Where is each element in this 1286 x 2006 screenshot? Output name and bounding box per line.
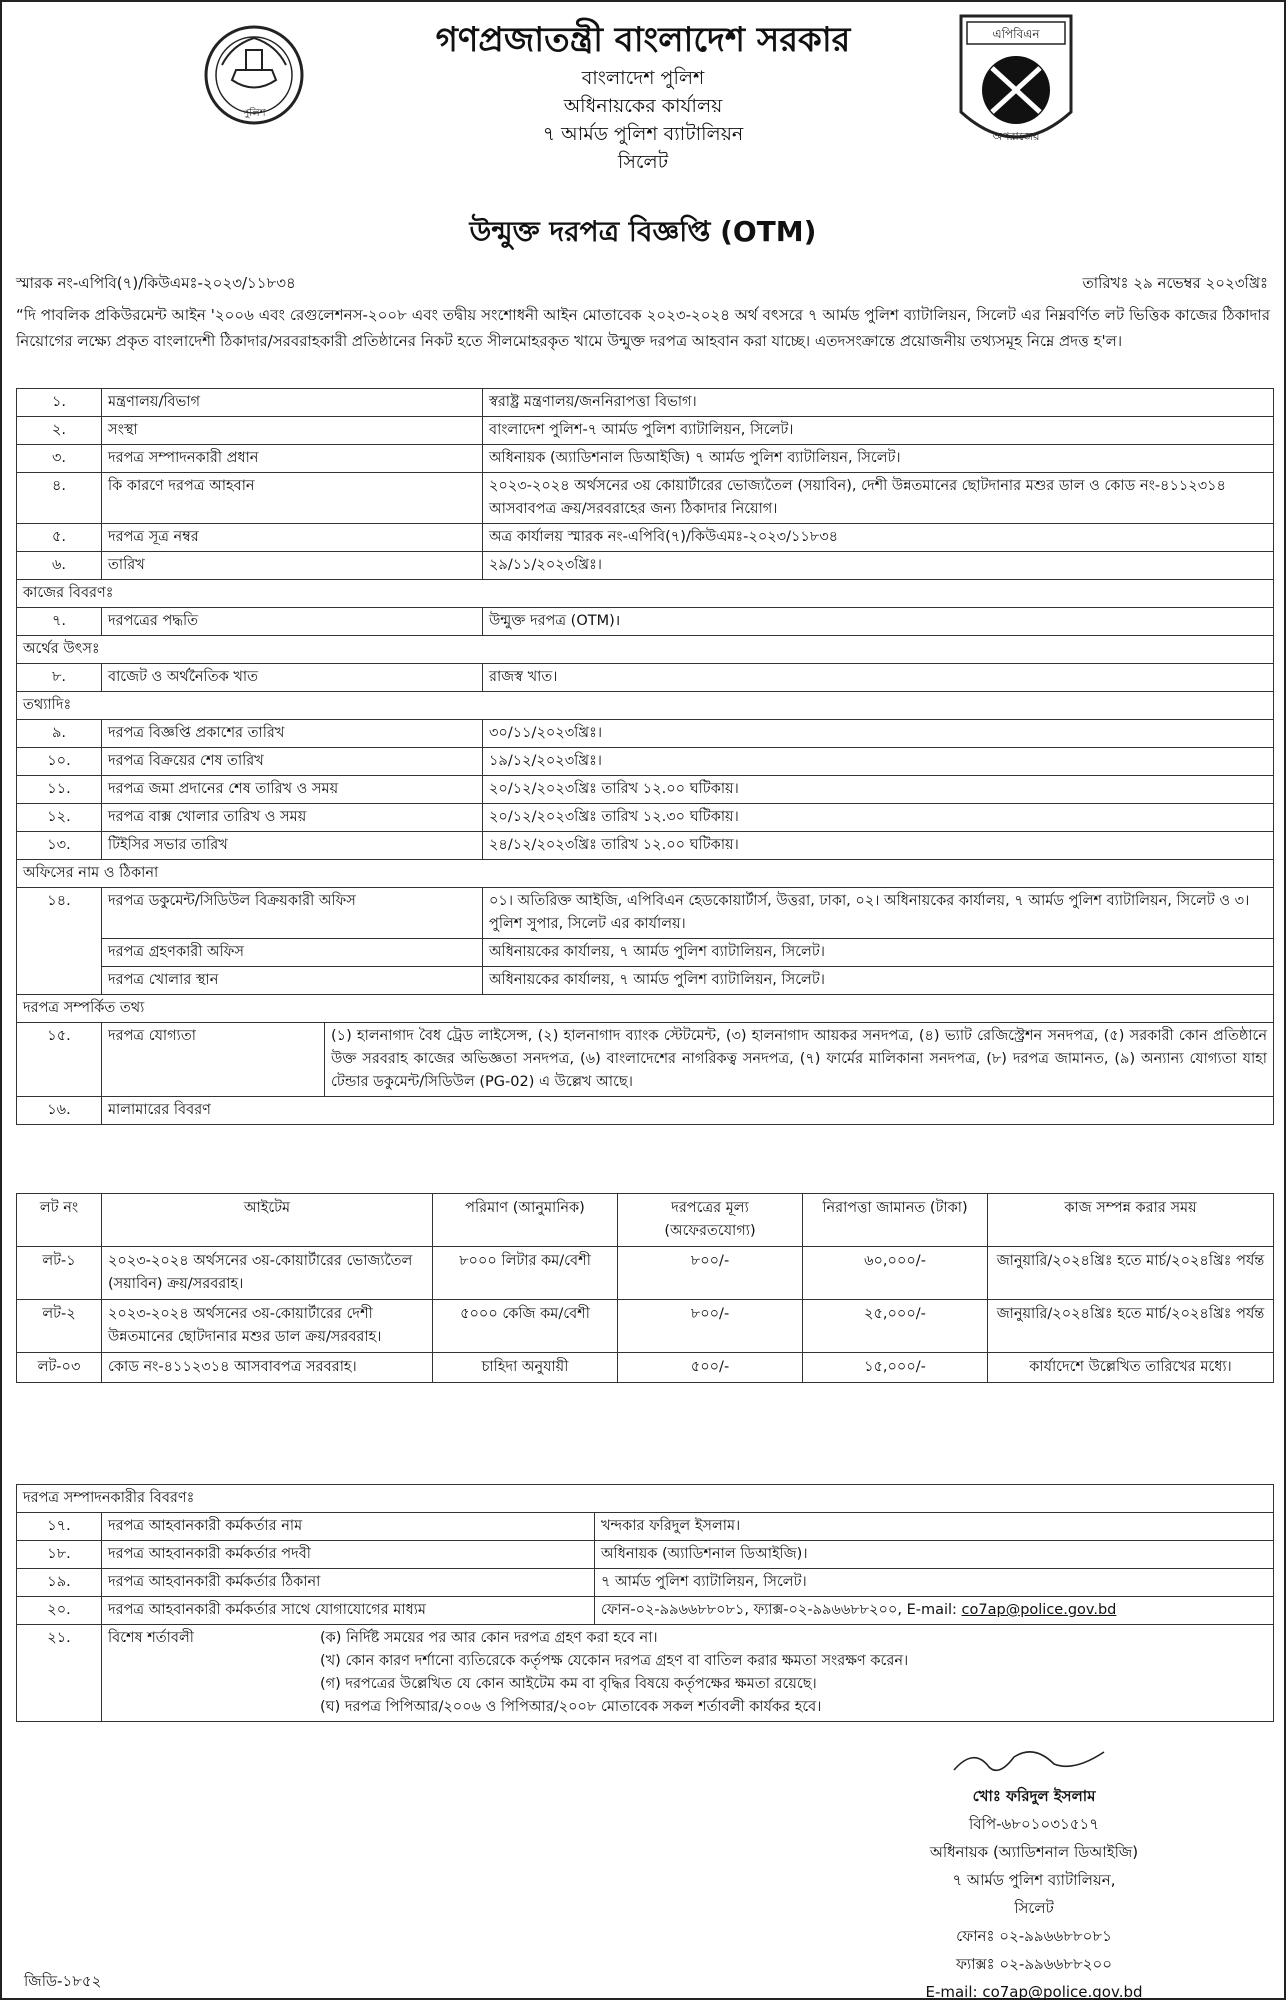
table-row [17, 1541, 1274, 1569]
lot-price: ৮০০/- [618, 1247, 803, 1300]
apbn-logo-icon [957, 12, 1075, 160]
row-value: ০১। অতিরিক্ত আইজি, এপিবিএন হেডকোয়ার্টার্স, উত্তরা, ঢাকা, ০২। অধিনায়কের কার্যালয়, ৭ আর্মড পুলিশ ব্যাটালিয়ন, সিলেট ও ৩। পুলিশ সুপার, সিলেট এর কার্যালয়। [483, 888, 1274, 939]
row-value: অধিনায়কের কার্যালয়, ৭ আর্মড পুলিশ ব্যাটালিয়ন, সিলেট। [483, 939, 1274, 967]
row-label: দরপত্র ডকুমেন্ট/সিডিউল বিক্রয়কারী অফিস [102, 888, 483, 939]
col-header: নিরাপত্তা জামানত (টাকা) [803, 1194, 988, 1247]
government-title: গণপ্রজাতন্ত্রী বাংলাদেশ সরকার [435, 20, 851, 60]
lot-time: জানুয়ারি/২০২৪খ্রিঃ হতে মার্চ/২০২৪খ্রিঃ পর্যন্ত [988, 1247, 1274, 1300]
lot-price: ৮০০/- [618, 1300, 803, 1353]
col-header: পরিমাণ (আনুমানিক) [433, 1194, 618, 1247]
section-heading [17, 860, 1274, 888]
signatory-unit: ৭ আর্মড পুলিশ ব্যাটালিয়ন, [952, 1871, 1116, 1889]
row-value: ২০২৩-২০২৪ অর্থসনের ৩য় কোয়ার্টারের ভোজ্যতৈল (সয়াবিন), দেশী উন্নতমানের ছোটদানার মশুর ডাল ও কোড নং-৪১১২৩১৪ আসবাবপত্র ক্রয়/সরবরাহের জন্য ঠিকাদার নিয়োগ। [483, 473, 1274, 524]
notice-title: উন্মুক্ত দরপত্র বিজ্ঞপ্তি (OTM) [469, 215, 817, 248]
col-header: দরপত্রের মূল্য (অফেরতযোগ্য) [618, 1194, 803, 1247]
lot-security: ৬০,০০০/- [803, 1247, 988, 1300]
table-row [17, 832, 1274, 860]
row-no: ১৭. [17, 1513, 102, 1541]
section-heading [17, 636, 1274, 664]
row-value: অধিনায়ক (অ্যাডিশনাল ডিআইজি) ৭ আর্মড পুলিশ ব্যাটালিয়ন, সিলেট। [483, 445, 1274, 473]
row-no: ৮. [17, 664, 102, 692]
table-row [17, 524, 1274, 552]
lot-security: ২৫,০০০/- [803, 1300, 988, 1353]
table-row [17, 888, 1274, 939]
row-label: টিইসির সভার তারিখ [102, 832, 483, 860]
signatory-email [874, 1978, 1194, 2006]
section-office: অফিসের নাম ও ঠিকানা [17, 860, 1274, 888]
row-value: বাংলাদেশ পুলিশ-৭ আর্মড পুলিশ ব্যাটালিয়ন, সিলেট। [483, 417, 1274, 445]
row-label: দরপত্র বিজ্ঞপ্তি প্রকাশের তারিখ [102, 720, 483, 748]
gd-number: জিডি-১৮৫২ [24, 1972, 102, 1990]
table-row [17, 1569, 1274, 1597]
table-row [17, 1625, 1274, 1722]
tender-info-table [16, 388, 1274, 1125]
col-header: লট নং [17, 1194, 102, 1247]
conditions-list [314, 1625, 1273, 1721]
lot-quantity: চাহিদা অনুযায়ী [433, 1353, 618, 1383]
row-value: ৭ আর্মড পুলিশ ব্যাটালিয়ন, সিলেট। [595, 1569, 1274, 1597]
table-row [17, 1097, 1274, 1125]
row-label: দরপত্র যোগ্যতা [102, 1023, 325, 1096]
section-work: কাজের বিবরণঃ [17, 580, 1274, 608]
row-no: ১৬. [17, 1097, 102, 1125]
notice-date: তারিখঃ ২৯ নভেম্বর ২০২৩খ্রিঃ [1082, 274, 1268, 292]
conditions-cell [102, 1625, 1274, 1722]
condition-item: (খ) কোন কারণ দর্শানো ব্যতিরেকে কর্তৃপক্ষ যেকোন দরপত্র গ্রহণ বা বাতিল করার ক্ষমতা সংরক্ষণ করেন। [320, 1653, 909, 1669]
table-row [17, 748, 1274, 776]
row-no: ২. [17, 417, 102, 445]
row-value: ২৯/১১/২০২৩খ্রিঃ। [483, 552, 1274, 580]
table-row [17, 473, 1274, 524]
contact-email-link[interactable]: co7ap@police.gov.bd [961, 1602, 1117, 1618]
row-label: দরপত্র সম্পাদনকারী প্রধান [102, 445, 483, 473]
row-value: ১৯/১২/২০২৩খ্রিঃ। [483, 748, 1274, 776]
row-no: ৫. [17, 524, 102, 552]
row-label: দরপত্র বাক্স খোলার তারিখ ও সময় [102, 804, 483, 832]
signatory-phone: ফোনঃ ০২-৯৯৬৬৮৮০৮১ [956, 1927, 1112, 1945]
org-line-office: অধিনায়কের কার্যালয় [563, 95, 723, 117]
row-no: ১২. [17, 804, 102, 832]
signatory-city: সিলেট [1014, 1899, 1054, 1917]
row-no: ১৮. [17, 1541, 102, 1569]
emblem-label: পুলিশ [242, 108, 266, 119]
row-value: অধিনায়ক (অ্যাডিশনাল ডিআইজি)। [595, 1541, 1274, 1569]
table-row [17, 720, 1274, 748]
condition-item: (ঘ) দরপত্র পিপিআর/২০০৬ ও পিপিআর/২০০৮ মোতাবেক সকল শর্তাবলী কার্যকর হবে। [320, 1699, 822, 1715]
row-no: ২১. [17, 1625, 102, 1722]
row-no: ৪. [17, 473, 102, 524]
section-heading [17, 580, 1274, 608]
section-officer: দরপত্র সম্পাদনকারীর বিবরণঃ [17, 1485, 1274, 1513]
row-value: অত্র কার্যালয় স্মারক নং-এপিবি(৭)/কিউএমঃ-২০২৩/১১৮৩৪ [483, 524, 1274, 552]
signatory-fax: ফ্যাক্সঃ ০২-৯৯৬৬৮৮২০০ [955, 1955, 1113, 1973]
table-row [17, 1300, 1274, 1353]
row-no: ১০. [17, 748, 102, 776]
lot-security: ১৫,০০০/- [803, 1353, 988, 1383]
section-heading [17, 692, 1274, 720]
table-row [17, 939, 1274, 967]
section-tender: দরপত্র সম্পর্কিত তথ্য [17, 995, 1274, 1023]
row-no: ১. [17, 389, 102, 417]
signature-block [874, 1742, 1194, 2006]
apbn-label: এপিবিএন [992, 27, 1040, 41]
section-heading [17, 995, 1274, 1023]
row-label: বিশেষ শর্তাবলী [108, 1630, 194, 1646]
lot-no: লট-০৩ [17, 1353, 102, 1383]
row-value: ৩০/১১/২০২৩খ্রিঃ। [483, 720, 1274, 748]
row-value [595, 1597, 1274, 1625]
row-value: স্বরাষ্ট্র মন্ত্রণালয়/জননিরাপত্তা বিভাগ। [483, 389, 1274, 417]
lot-quantity: ৫০০০ কেজি কম/বেশী [433, 1300, 618, 1353]
row-label: দরপত্র আহবানকারী কর্মকর্তার সাথে যোগাযোগের মাধ্যম [102, 1597, 595, 1625]
lot-item: কোড নং-৪১১২৩১৪ আসবাবপত্র সরবরাহ। [102, 1353, 433, 1383]
row-label: দরপত্র বিক্রয়ের শেষ তারিখ [102, 748, 483, 776]
row-label: মন্ত্রণালয়/বিভাগ [102, 389, 483, 417]
row-label: মালামারের বিবরণ [102, 1097, 1274, 1125]
items-header-row [17, 1194, 1274, 1247]
lot-time: জানুয়ারি/২০২৪খ্রিঃ হতে মার্চ/২০২৪খ্রিঃ পর্যন্ত [988, 1300, 1274, 1353]
condition-item: (গ) দরপত্রের উল্লেখিত যে কোন আইটেম কম বা বৃদ্ধির বিষয়ে কর্তৃপক্ষের ক্ষমতা রয়েছে। [320, 1676, 817, 1692]
condition-item: (ক) নির্দিষ্ট সময়ের পর আর কোন দরপত্র গ্রহণ করা হবে না। [320, 1630, 658, 1646]
row-label: দরপত্র আহবানকারী কর্মকর্তার পদবী [102, 1541, 595, 1569]
memo-number: স্মারক নং-এপিবি(৭)/কিউএমঃ-২০২৩/১১৮৩৪ [16, 274, 296, 292]
intro-paragraph: “দি পাবলিক প্রকিউরমেন্ট আইন '২০০৬ এবং রেগুলেশনস-২০০৮ এবং তদ্বীয় সংশোধনী আইন মোতাবেক ২০২৩-২০২৪ অর্থ বৎসরে ৭ আর্মড পুলিশ ব্যাটালিয়ন, সিলেট এর নিম্নবর্ণিত লট ভিত্তিক কাজের ঠিকাদার নিয়োগের লক্ষ্যে প্রকৃত বাংলাদেশী ঠিকাদার/সরবরাহকারী প্রতিষ্ঠানের নিকট হতে সীলমোহরকৃত খামে উন্মুক্ত দরপত্র আহবান করা যাচ্ছে। এতদসংক্রান্তে প্রয়োজনীয় তথ্যসমূহ নিম্নে প্রদত্ত হ'ল। [16, 306, 1270, 350]
email-label: E-mail: [925, 1983, 983, 2001]
row-value: (১) হালনাগাদ বৈধ ট্রেড লাইসেন্স, (২) হালনাগাদ ব্যাংক স্টেটমেন্ট, (৩) হালনাগাদ আয়কর সনদপত্র, (৪) ভ্যাট রেজিস্ট্রেশন সনদপত্র, (৫) সরকারী কোন প্রতিষ্ঠানে উক্ত সরবরাহ কাজের অভিজ্ঞতা সনদপত্র, (৬) বাংলাদেশের নাগরিকত্ব সনদপত্র, (৭) ফার্মের মালিকানা সনদপত্র, (৮) দরপত্র জামানত, (৯) অন্যান্য যোগ্যতা যাহা টেন্ডার ডকুমেন্ট/সিডিউল (PG-02) এ উল্লেখ আছে। [331, 1028, 1267, 1090]
row-value: অধিনায়কের কার্যালয়, ৭ আর্মড পুলিশ ব্যাটালিয়ন, সিলেট। [483, 967, 1274, 995]
signatory-designation: অধিনায়ক (অ্যাডিশনাল ডিআইজি) [929, 1843, 1139, 1861]
table-row [17, 967, 1274, 995]
table-row [17, 552, 1274, 580]
row-no: ৬. [17, 552, 102, 580]
table-row [17, 1247, 1274, 1300]
row-label: তারিখ [102, 552, 483, 580]
row-no: ১৩. [17, 832, 102, 860]
row-label: সংস্থা [102, 417, 483, 445]
signatory-email-link[interactable]: co7ap@police.gov.bd [982, 1983, 1143, 2001]
row-no: ২০. [17, 1597, 102, 1625]
row-label: কি কারণে দরপত্র আহবান [102, 473, 483, 524]
row-label: দরপত্র গ্রহণকারী অফিস [102, 939, 483, 967]
lot-time: কার্যাদেশে উল্লেখিত তারিখের মধ্যে। [988, 1353, 1274, 1383]
lot-item: ২০২৩-২০২৪ অর্থসনের ৩য়-কোয়ার্টারের ভোজ্যতৈল (সয়াবিন) ক্রয়/সরবরাহ। [102, 1247, 433, 1300]
lot-quantity: ৮০০০ লিটার কম/বেশী [433, 1247, 618, 1300]
row-no: ৯. [17, 720, 102, 748]
signatory-bp: বিপি-৬৮০১০৩১৫১৭ [969, 1815, 1099, 1833]
contact-text: ফোন-০২-৯৯৬৬৮৮০৮১, ফ্যাক্স-০২-৯৯৬৬৮৮২০০, E-mail: [601, 1602, 962, 1618]
apbn-motto: অপরাজেয় [992, 130, 1040, 143]
table-row [17, 804, 1274, 832]
row-no: ১১. [17, 776, 102, 804]
table-row [17, 1597, 1274, 1625]
row-value: ২৪/১২/২০২৩খ্রিঃ তারিখ ১২.০০ ঘটিকায়। [483, 832, 1274, 860]
table-row [17, 776, 1274, 804]
table-row [17, 664, 1274, 692]
row-no: ৩. [17, 445, 102, 473]
table-row [17, 1513, 1274, 1541]
table-row [17, 1023, 1274, 1097]
row-no: ১৫. [17, 1023, 102, 1097]
col-header: কাজ সম্পন্ন করার সময় [988, 1194, 1274, 1247]
lot-item: ২০২৩-২০২৪ অর্থসনের ৩য়-কোয়ার্টারের দেশী উন্নতমানের ছোটদানার মশুর ডাল ক্রয়/সরবরাহ। [102, 1300, 433, 1353]
row-label: দরপত্র আহবানকারী কর্মকর্তার ঠিকানা [102, 1569, 595, 1597]
header [2, 2, 1284, 272]
lot-items-table [16, 1193, 1274, 1383]
table-row [17, 417, 1274, 445]
row-value: রাজস্ব খাত। [483, 664, 1274, 692]
table-row [17, 389, 1274, 417]
signatory-name: খোঃ ফরিদুল ইসলাম [972, 1787, 1096, 1805]
table-row [17, 445, 1274, 473]
row-label: দরপত্রের পদ্ধতি [102, 608, 483, 636]
section-heading [17, 1485, 1274, 1513]
org-line-battalion: ৭ আর্মড পুলিশ ব্যাটালিয়ন [542, 123, 744, 145]
row-value: খন্দকার ফরিদুল ইসলাম। [595, 1513, 1274, 1541]
row-value: ২০/১২/২০২৩খ্রিঃ তারিখ ১২.০০ ঘটিকায়। [483, 776, 1274, 804]
row-value: উন্মুক্ত দরপত্র (OTM)। [483, 608, 1274, 636]
row-value: ২০/১২/২০২৩খ্রিঃ তারিখ ১২.৩০ ঘটিকায়। [483, 804, 1274, 832]
section-fund: অর্থের উৎসঃ [17, 636, 1274, 664]
lot-no: লট-২ [17, 1300, 102, 1353]
lot-price: ৫০০/- [618, 1353, 803, 1383]
row-no: ১৯. [17, 1569, 102, 1597]
officer-info-table [16, 1484, 1274, 1722]
table-row [17, 608, 1274, 636]
row-label: দরপত্র সূত্র নম্বর [102, 524, 483, 552]
row-no: ৭. [17, 608, 102, 636]
row-label: দরপত্র খোলার স্থান [102, 967, 483, 995]
org-line-police: বাংলাদেশ পুলিশ [581, 67, 705, 89]
lot-no: লট-১ [17, 1247, 102, 1300]
row-no: ১৪. [17, 888, 102, 995]
col-header: আইটেম [102, 1194, 433, 1247]
row-label: দরপত্র আহবানকারী কর্মকর্তার নাম [102, 1513, 595, 1541]
row-label: দরপত্র জমা প্রদানের শেষ তারিখ ও সময় [102, 776, 483, 804]
eligibility-cell [102, 1023, 1274, 1097]
table-row [17, 1353, 1274, 1383]
org-line-city: সিলেট [617, 151, 669, 173]
section-info: তথ্যাদিঃ [17, 692, 1274, 720]
row-label: বাজেট ও অর্থনৈতিক খাত [102, 664, 483, 692]
